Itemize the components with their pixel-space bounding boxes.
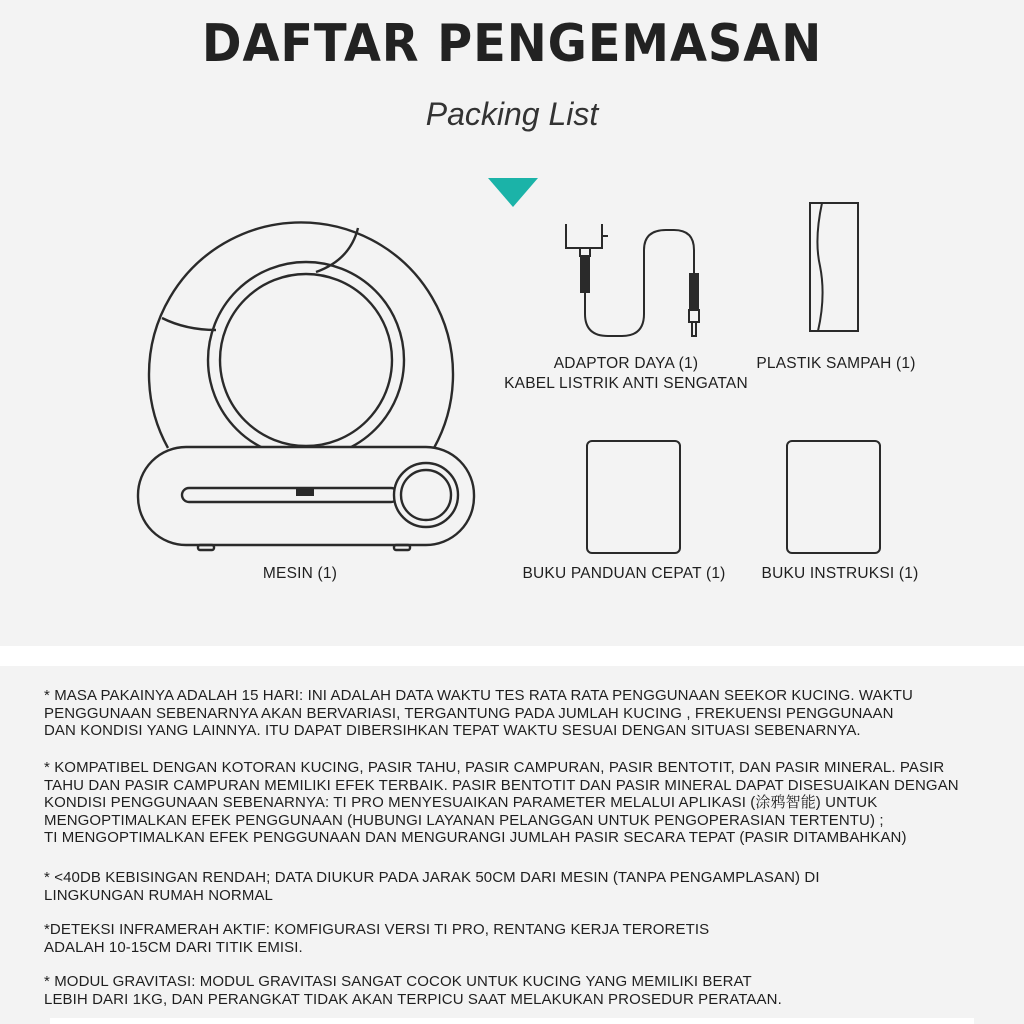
note-line: KONDISI PENGGUNAAN SEBENARNYA: TI PRO MENYESUAIKAN PARAMETER MELALUI APLIKASI (涂鸦智能) UNTUK	[44, 794, 878, 811]
machine-icon	[136, 214, 480, 554]
note-line: DAN KONDISI YANG LAINNYA. ITU DAPAT DIBERSIHKAN TEPAT WAKTU SESUAI DENGAN SITUASI SEBENARNYA.	[44, 722, 861, 739]
note-infrared	[44, 921, 1004, 956]
note-line: TI MENGOPTIMALKAN EFEK PENGGUNAAN DAN MENGURANGI JUMLAH PASIR SECARA TEPAT (PASIR DITAMBAHKAN)	[44, 829, 907, 846]
item-label-trash-bag: PLASTIK SAMPAH (1)	[756, 355, 916, 372]
note-line: * MASA PAKAINYA ADALAH 15 HARI: INI ADALAH DATA WAKTU TES RATA RATA PENGGUNAAN SEEKOR KUCING. WAKTU	[44, 687, 913, 704]
note-gravity-module	[44, 973, 1004, 1008]
power-adapter-icon	[560, 218, 708, 340]
item-label-manual: BUKU INSTRUKSI (1)	[761, 565, 919, 582]
item-label-quick-guide: BUKU PANDUAN CEPAT (1)	[522, 565, 726, 582]
note-line: LINGKUNGAN RUMAH NORMAL	[44, 886, 273, 904]
section-divider	[0, 646, 1024, 666]
manual-book-icon	[784, 438, 884, 558]
note-line: TAHU DAN PASIR CAMPURAN MEMILIKI EFEK TERBAIK. PASIR BENTOTIT DAN PASIR MINERAL DAPAT DISESUAIKAN DENGAN	[44, 776, 959, 794]
bottom-strip	[50, 1018, 974, 1024]
notes-panel	[0, 666, 1024, 1024]
note-noise	[44, 869, 1004, 904]
note-line: ADALAH 10-15CM DARI TITIK EMISI.	[44, 938, 303, 956]
page-subtitle: Packing List	[425, 96, 599, 132]
note-line: LEBIH DARI 1KG, DAN PERANGKAT TIDAK AKAN TERPICU SAAT MELAKUKAN PROSEDUR PERATAAN.	[44, 990, 782, 1008]
note-line: * MODUL GRAVITASI: MODUL GRAVITASI SANGAT COCOK UNTUK KUCING YANG MEMILIKI BERAT	[44, 973, 752, 990]
item-label-machine: MESIN (1)	[262, 565, 338, 582]
item-label-adapter-line: ADAPTOR DAYA (1)	[553, 355, 699, 372]
note-line: * <40DB KEBISINGAN RENDAH; DATA DIUKUR PADA JARAK 50CM DARI MESIN (TANPA PENGAMPLASAN) DI	[44, 869, 820, 886]
quick-guide-icon	[584, 438, 684, 558]
note-line: * KOMPATIBEL DENGAN KOTORAN KUCING, PASIR TAHU, PASIR CAMPURAN, PASIR BENTOTIT, DAN PASIR MINERAL. PASIR	[44, 759, 945, 776]
trash-bag-icon	[806, 200, 862, 334]
note-line: *DETEKSI INFRAMERAH AKTIF: KOMFIGURASI VERSI TI PRO, RENTANG KERJA TERORETIS	[44, 921, 710, 938]
triangle-marker-icon	[488, 178, 538, 208]
page-title: DAFTAR PENGEMASAN	[201, 14, 823, 74]
note-usage-period	[44, 687, 1004, 740]
note-line: PENGGUNAAN SEBENARNYA AKAN BERVARIASI, TERGANTUNG PADA JUMLAH KUCING , FREKUENSI PENGGUNAAN	[44, 704, 894, 722]
item-label-adapter-line: KABEL LISTRIK ANTI SENGATAN	[504, 375, 748, 392]
item-label-adapter	[476, 354, 776, 394]
note-compatibility	[44, 759, 1004, 847]
note-line: MENGOPTIMALKAN EFEK PENGGUNAAN (HUBUNGI LAYANAN PELANGGAN UNTUK PENGOPERASIAN TERTENTU) ;	[44, 811, 884, 829]
